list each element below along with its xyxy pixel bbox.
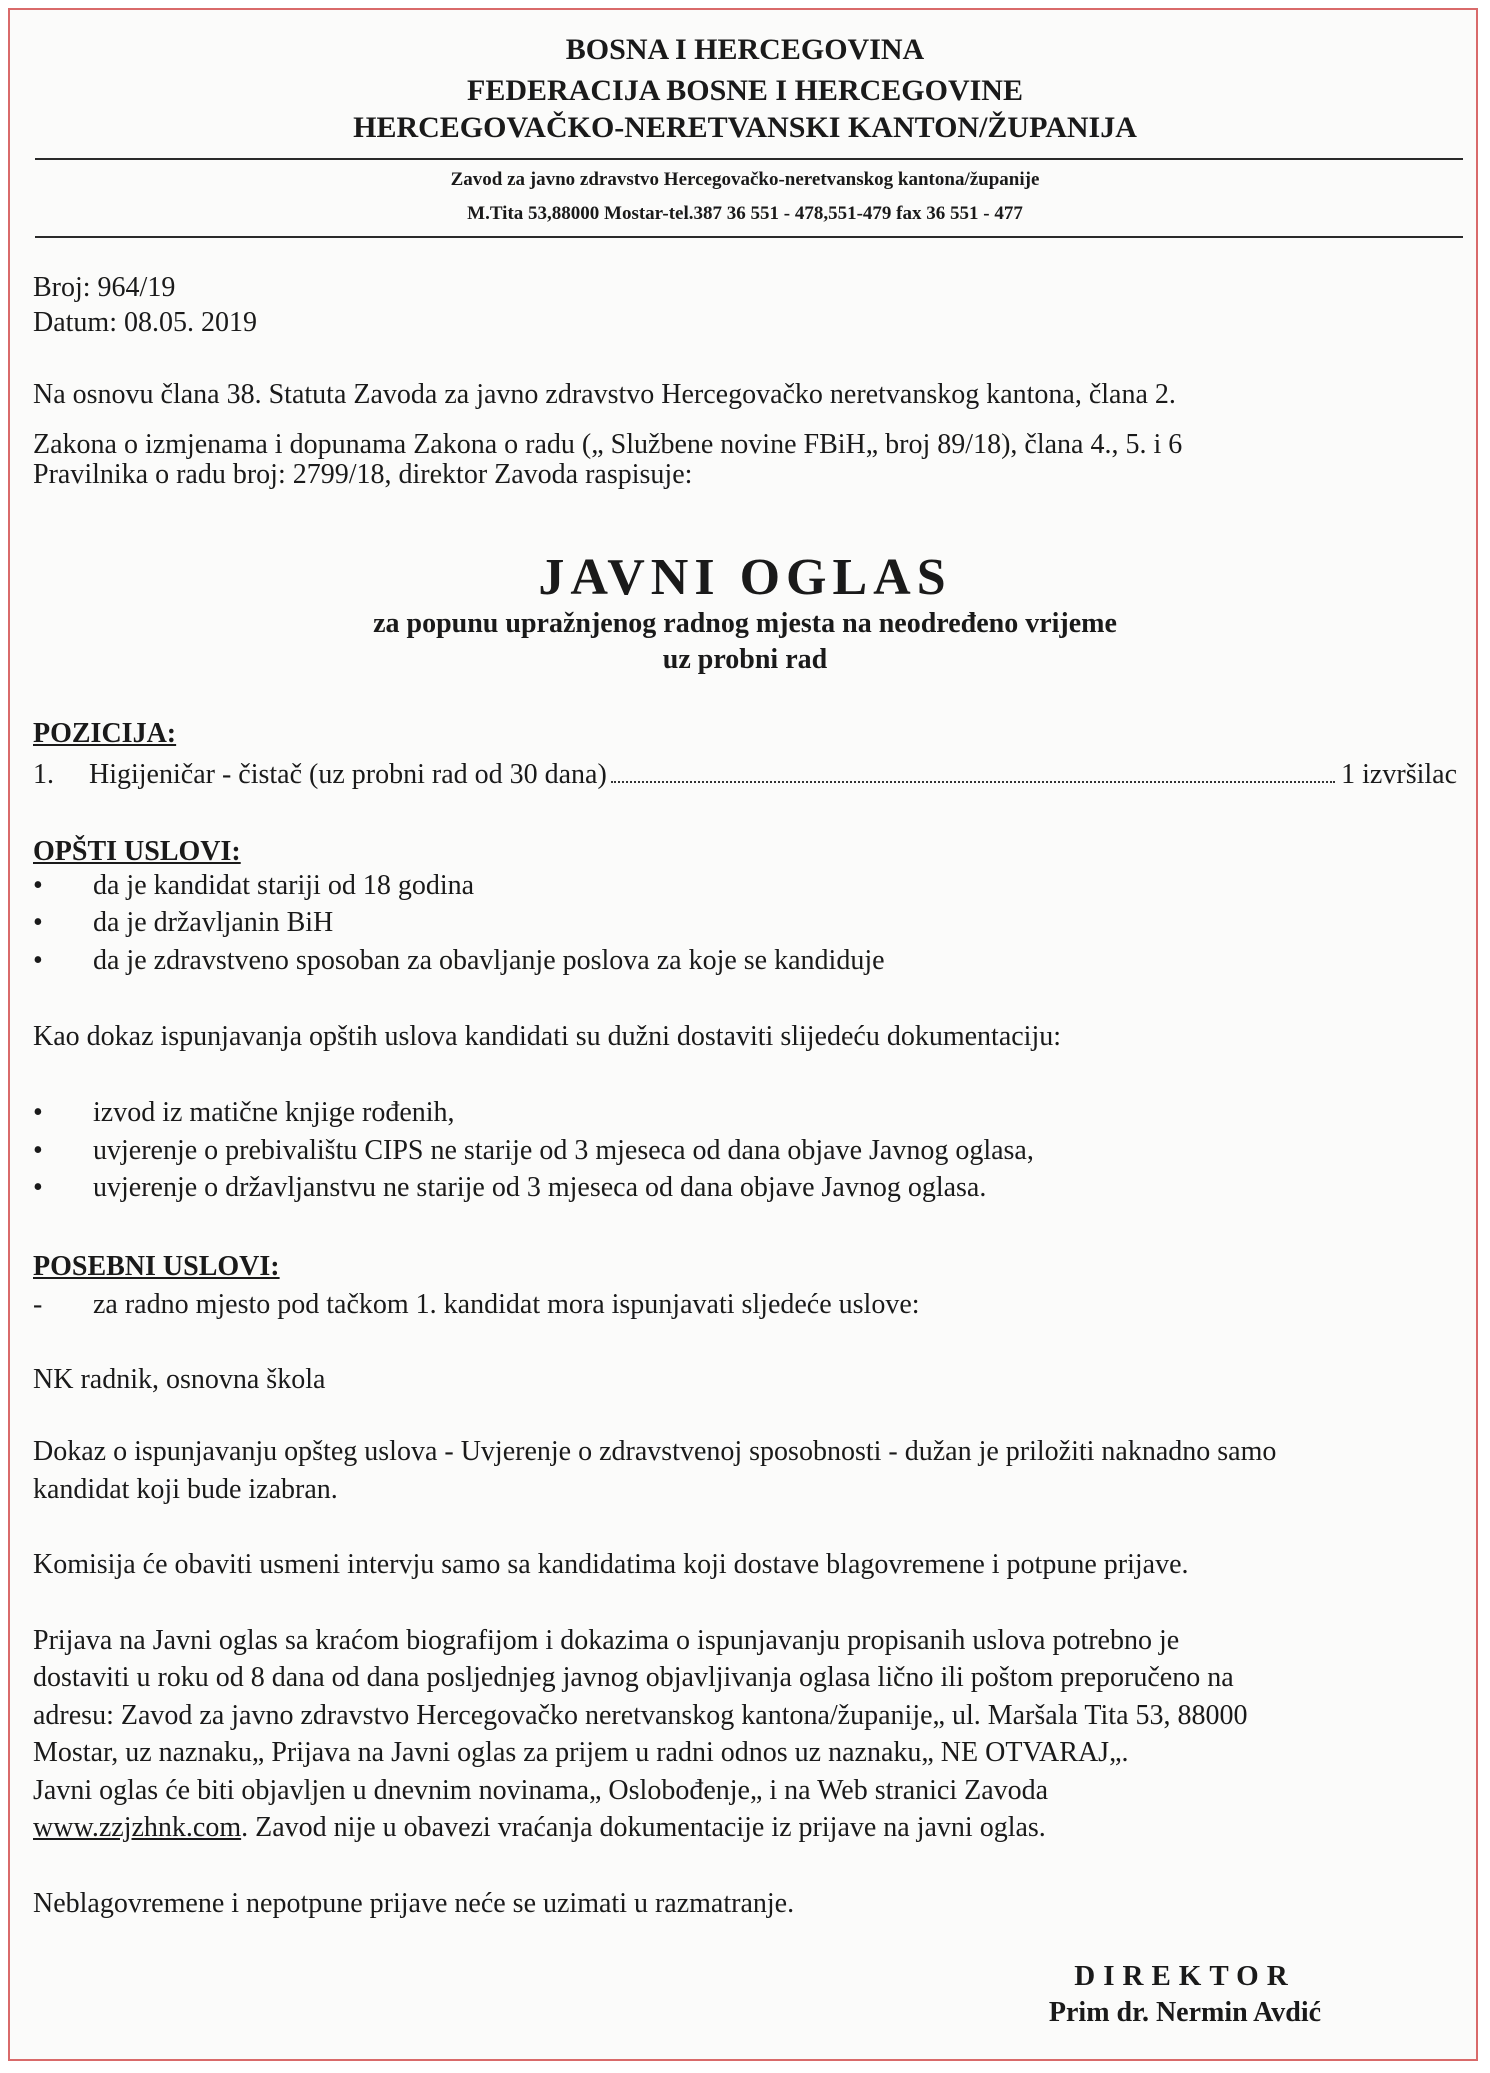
- document-number: Broj: 964/19: [33, 272, 176, 303]
- bullet-icon: •: [33, 1135, 43, 1166]
- list-item: • da je zdravstveno sposoban za obavljanje poslova za koje se kandiduje: [33, 945, 885, 976]
- section-heading-opsti: OPŠTI USLOVI:: [33, 836, 241, 867]
- page-subtitle-1: za popunu upražnjenog radnog mjesta na neodređeno vrijeme: [373, 608, 1117, 639]
- application-line-6: www.zzjzhnk.com. Zavod nije u obavezi vraćanja dokumentacije iz prijave na javni oglas.: [33, 1812, 1046, 1843]
- intro-line-1: Na osnovu člana 38. Statuta Zavoda za javno zdravstvo Hercegovačko neretvanskog kantona, člana 2.: [33, 379, 1176, 410]
- document-date: Datum: 08.05. 2019: [33, 307, 257, 338]
- intro-line-2: Zakona o izmjenama i dopunama Zakona o radu („ Službene novine FBiH„ broj 89/18), člana 4., 5. i 6: [33, 429, 1183, 460]
- signature-name: Prim dr. Nermin Avdić: [1048, 1997, 1322, 2028]
- position-count: 1 izvršilac: [1341, 759, 1457, 790]
- list-item: • uvjerenje o prebivalištu CIPS ne starije od 3 mjeseca od dana objave Javnog oglasa,: [33, 1135, 1034, 1166]
- header-country: BOSNA I HERCEGOVINA: [565, 33, 925, 66]
- page-subtitle-2: uz probni rad: [662, 644, 828, 675]
- bullet-icon: •: [33, 907, 43, 938]
- application-line-4: Mostar, uz naznaku„ Prijava na Javni oglas za prijem u radni odnos uz naznaku„ NE OTVARAJ„.: [33, 1737, 1129, 1768]
- page-title: JAVNI OGLAS: [538, 549, 952, 606]
- signature-role: DIREKTOR: [1074, 1960, 1296, 1992]
- header-institution: Zavod za javno zdravstvo Hercegovačko-neretvanskog kantona/županije: [450, 169, 1040, 190]
- list-item: • da je državljanin BiH: [33, 907, 334, 938]
- header-canton: HERCEGOVAČKO-NERETVANSKI KANTON/ŽUPANIJA: [353, 111, 1137, 144]
- dotted-leader: [611, 781, 1335, 783]
- proof-line-2: kandidat koji bude izabran.: [33, 1474, 338, 1505]
- header-address: M.Tita 53,88000 Mostar-tel.387 36 551 - 478,551-479 fax 36 551 - 477: [467, 203, 1023, 224]
- website-link[interactable]: www.zzjzhnk.com: [33, 1812, 242, 1843]
- list-item: - za radno mjesto pod tačkom 1. kandidat mora ispunjavati sljedeće uslove:: [33, 1289, 920, 1320]
- position-number: 1.: [33, 759, 54, 790]
- requirement-text: NK radnik, osnovna škola: [33, 1364, 326, 1395]
- documents-intro: Kao dokaz ispunjavanja opštih uslova kandidati su dužni dostaviti slijedeću dokumentaciju:: [33, 1021, 1062, 1052]
- list-item: • uvjerenje o državljanstvu ne starije od 3 mjeseca od dana objave Javnog oglasa.: [33, 1172, 987, 1203]
- bullet-icon: •: [33, 1172, 43, 1203]
- position-name: Higijeničar - čistač (uz probni rad od 30 dana): [89, 759, 607, 790]
- late-applications-note: Neblagovremene i nepotpune prijave neće se uzimati u razmatranje.: [33, 1888, 795, 1919]
- header-federation: FEDERACIJA BOSNE I HERCEGOVINE: [467, 74, 1023, 107]
- dash-icon: -: [33, 1289, 43, 1320]
- proof-line-1: Dokaz o ispunjavanju opšteg uslova - Uvjerenje o zdravstvenoj sposobnosti - dužan je priložiti naknadno samo: [33, 1436, 1277, 1467]
- section-heading-pozicija: POZICIJA:: [33, 718, 177, 749]
- application-line-3: adresu: Zavod za javno zdravstvo Hercegovačko neretvanskog kantona/županije„ ul. Maršala Tita 53, 88000: [33, 1700, 1248, 1731]
- list-item: • da je kandidat stariji od 18 godina: [33, 870, 475, 901]
- bullet-icon: •: [33, 1097, 43, 1128]
- intro-line-3: Pravilnika o radu broj: 2799/18, direktor Zavoda raspisuje:: [33, 459, 693, 490]
- commission-text: Komisija će obaviti usmeni intervju samo sa kandidatima koji dostave blagovremene i potpune prijave.: [33, 1549, 1189, 1580]
- list-item: • izvod iz matične knjige rođenih,: [33, 1097, 455, 1128]
- header-rule-top: [35, 158, 1463, 160]
- application-line-1: Prijava na Javni oglas sa kraćom biografijom i dokazima o ispunjavanju propisanih uslova potrebno je: [33, 1625, 1180, 1656]
- bullet-icon: •: [33, 945, 43, 976]
- application-line-2: dostaviti u roku od 8 dana od dana posljednjeg javnog objavljivanja oglasa lično ili poštom preporučeno na: [33, 1662, 1234, 1693]
- header-rule-bottom: [35, 236, 1463, 238]
- application-line-5: Javni oglas će biti objavljen u dnevnim novinama„ Oslobođenje„ i na Web stranici Zavoda: [33, 1775, 1049, 1806]
- bullet-icon: •: [33, 870, 43, 901]
- position-row: [33, 759, 1457, 791]
- section-heading-posebni: POSEBNI USLOVI:: [33, 1251, 280, 1282]
